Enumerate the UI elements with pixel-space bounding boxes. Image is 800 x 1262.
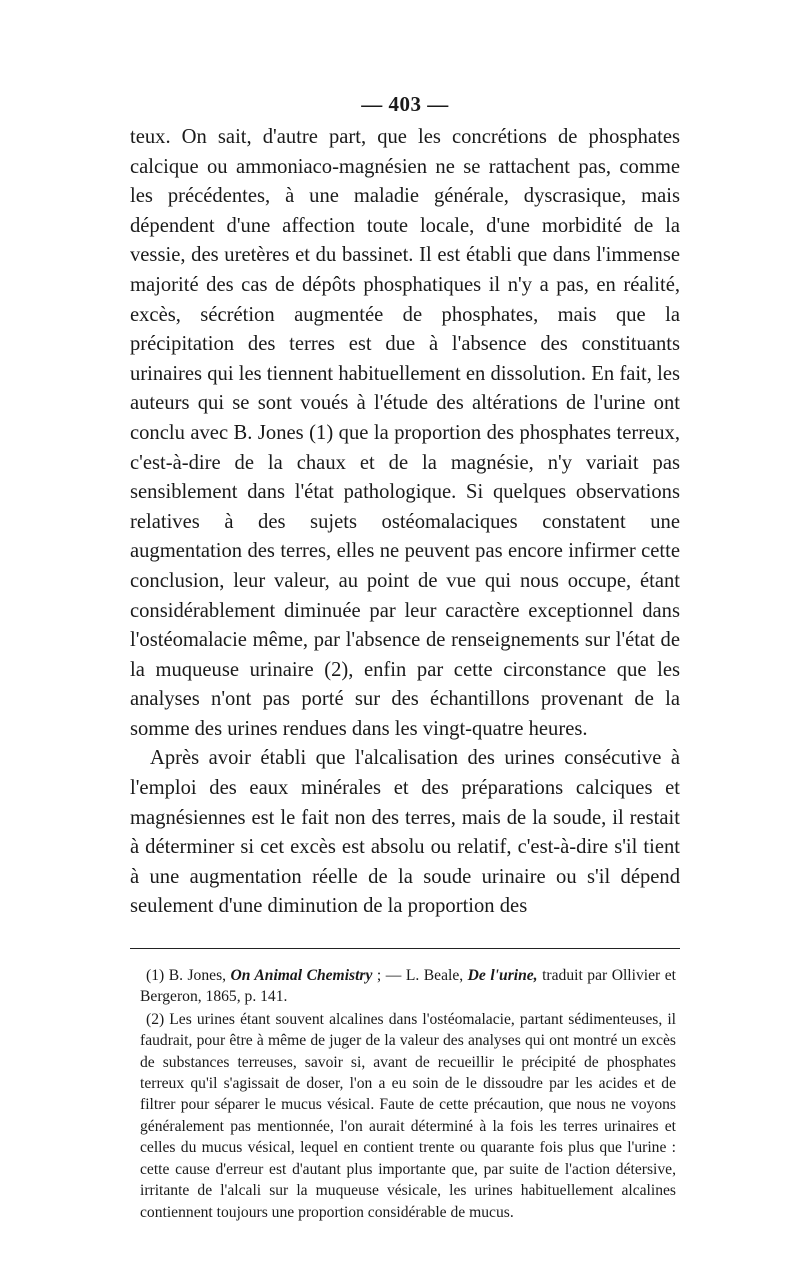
footnote-2 [140,1009,676,1223]
page-number: — 403 — [361,92,449,116]
footnote-text: traduit par Ollivier et Bergeron, 1865, p. 141. [140,967,676,1006]
footnote-text: Les urines étant souvent alcalines dans l'ostéomalacie, partant sédimenteuses, il faudrait, pour être à même de juger de la valeur des analyses qui ont montré un excès de substances terreuses, savoir si, avant de recueillir le précipité de phosphates terreux qu'il s'agissait de doser, l'on a eu soin de le dissoudre par les acides et de filtrer pour séparer le mucus vésical. Faute de cette précaution, que nous ne voyons généralement pas mentionnée, l'on aurait déterminé à la fois les terres urinaires et celles du mucus vésical, lequel en contient trente ou quarante fois plus que l'urine : cette cause d'erreur est d'autant plus importante que, par suite de l'action détersive, irritante de l'alcali sur la muqueuse vésicale, les urines habituellement alcalines contiennent toujours une proportion considérable de mucus. [140,1010,676,1221]
footnote-label: (1) [146,967,165,985]
footnote-text: ; — L. Beale, [376,967,464,985]
paragraph: teux. On sait, d'autre part, que les concrétions de phosphates calcique ou ammoniaco-magnésien ne se rattachent pas, comme les précédentes, à une maladie générale, dyscrasique, mais dépendent d'une affection toute locale, d'une morbidité de la vessie, des uretères et du bassinet. Il est établi que dans l'immense majorité des cas de dépôts phosphatiques il n'y a pas, en réalité, excès, sécrétion augmentée de phosphates, mais que la précipitation des terres est due à l'absence des constituants urinaires qui les tiennent habituellement en dissolution. En fait, les auteurs qui se sont voués à l'étude des altérations de l'urine ont conclu avec B. Jones (1) que la proportion des phosphates terreux, c'est-à-dire de la chaux et de la magnésie, n'y variait pas sensiblement dans l'état pathologique. Si quelques observations relatives à des sujets ostéomalaciques constatent une augmentation des terres, elles ne peuvent pas encore infirmer cette conclusion, leur valeur, au point de vue qui nous occupe, étant considérablement diminuée par leur caractère exceptionnel dans l'ostéomalacie même, par l'absence de renseignements sur l'état de la muqueuse urinaire (2), enfin par cette circonstance que les analyses n'ont pas porté sur des échantillons provenant de la somme des urines rendues dans les vingt-quatre heures. [130,126,680,740]
footnote-text: B. Jones, [168,967,227,985]
footnote-1 [140,965,676,1008]
book-page [130,92,680,1224]
footnote-label: (2) [146,1010,165,1028]
book-title: On Animal Chemistry [230,967,373,985]
book-title: De l'urine, [467,967,538,985]
footnote-separator [130,948,680,949]
footnotes [130,965,680,1223]
paragraph: Après avoir établi que l'alcalisation des urines consécutive à l'emploi des eaux minérales et des préparations calciques et magnésiennes est le fait non des terres, mais de la soude, il restait à déterminer si cet excès est absolu ou relatif, c'est-à-dire s'il tient à une augmentation réelle de la soude urinaire ou s'il dépend seulement d'une diminution de la proportion des [130,747,680,918]
main-text [130,123,680,922]
